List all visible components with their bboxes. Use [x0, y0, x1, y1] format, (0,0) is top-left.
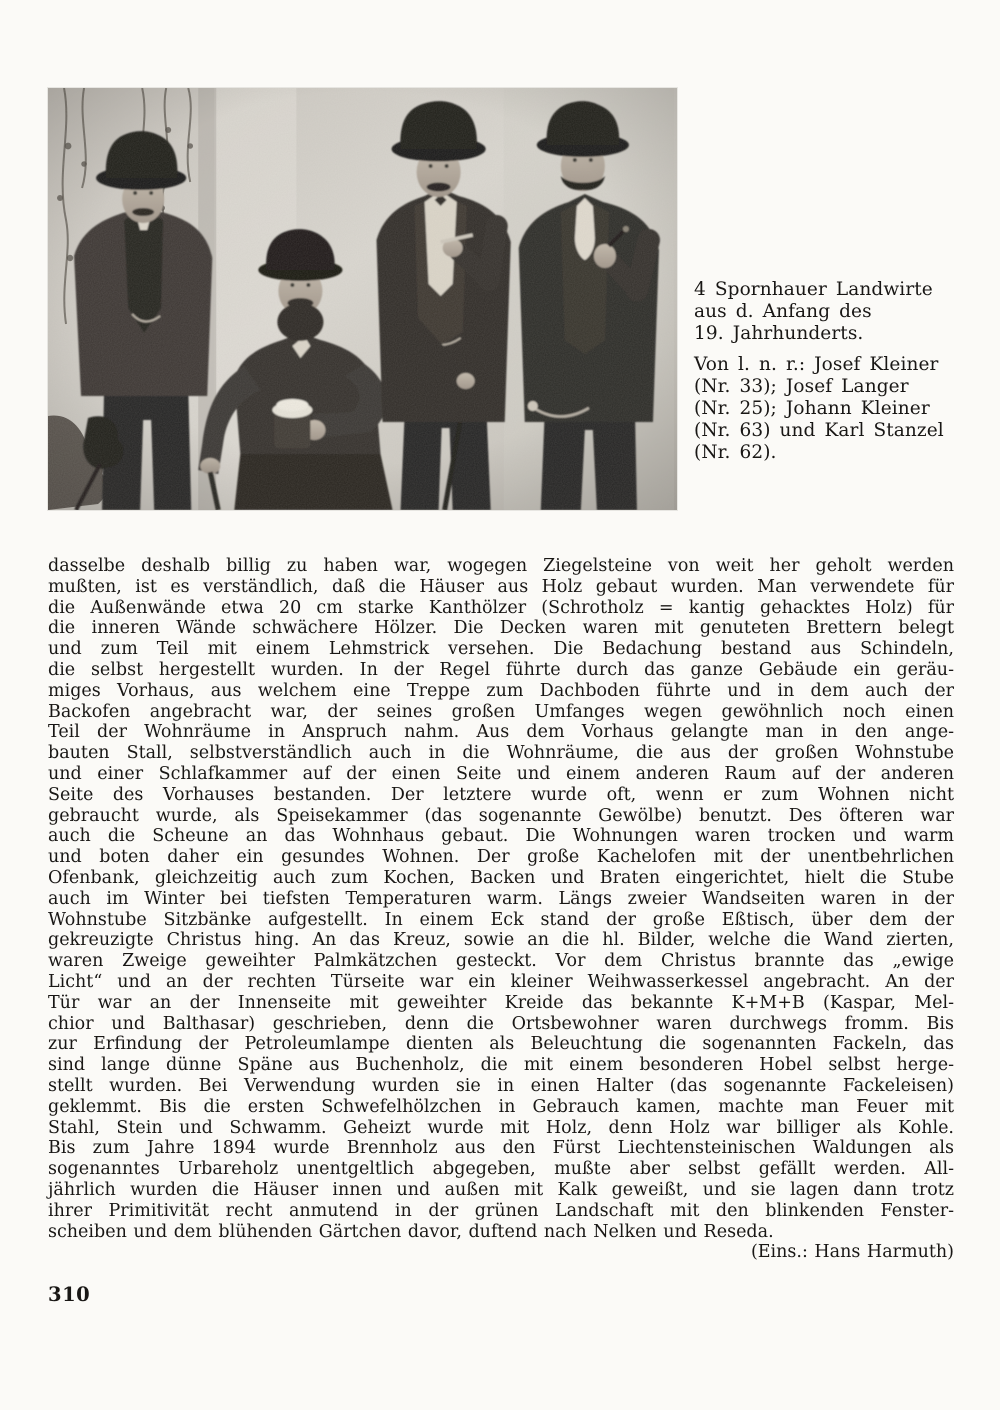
text-line: zur Erfindung der Petroleumlampe dienten als Beleuchtung die sogenannten Fackeln, das [48, 1034, 954, 1055]
caption-title-line: 19. Jahrhunderts. [694, 323, 864, 344]
text-line: sogenanntes Urbareholz unentgeltlich abgegeben, mußte aber selbst gefällt werden. All- [48, 1159, 954, 1180]
photo-caption [694, 279, 970, 473]
text-line: Teil der Wohnräume in Anspruch nahm. Aus dem Vorhaus gelangte man in den ange- [48, 722, 954, 743]
caption-credit-line: Von l. n. r.: Josef Kleiner [694, 354, 939, 375]
caption-title-line: aus d. Anfang des [694, 301, 872, 322]
caption-credit-line: (Nr. 33); Josef Langer [694, 376, 909, 397]
caption-title [694, 279, 970, 345]
text-line: bauten Stall, selbstverständlich auch in die Wohnräume, die aus der großen Wohnstube [48, 743, 954, 764]
text-line: waren Zweige geweihter Palmkätzchen gesteckt. Vor dem Christus brannte das „ewige [48, 951, 954, 972]
text-line: Ofenbank, gleichzeitig auch zum Kochen, Backen und Braten eingerichtet, hielt die Stube [48, 867, 954, 888]
text-line: scheiben und dem blühenden Gärtchen davor, duftend nach Nelken und Reseda. [48, 1221, 774, 1242]
text-line: gebraucht wurde, als Speisekammer (das sogenannte Gewölbe) benutzt. Des öfteren war [48, 805, 954, 826]
text-line: gekreuzigte Christus hing. An das Kreuz, sowie an die hl. Bilder, welche die Wand zierten, [48, 930, 954, 951]
text-line: Licht“ und an der rechten Türseite war ein kleiner Weihwasserkessel angebracht. An der [48, 971, 954, 992]
article-paragraph [48, 556, 954, 1242]
photo-illustration [48, 88, 677, 510]
article-text [48, 556, 954, 1263]
text-line: sind lange dünne Späne aus Buchenholz, die mit einem besonderen Hobel selbst herge- [48, 1055, 954, 1076]
text-line: und boten daher ein gesundes Wohnen. Der große Kachelofen mit der unentbehrlichen [48, 847, 954, 868]
page-number: 310 [48, 1283, 91, 1306]
text-line: mußten, ist es verständlich, daß die Häuser aus Holz gebaut wurden. Man verwendete für [48, 576, 954, 597]
text-line: Wohnstube Sitzbänke aufgestellt. In einem Eck stand der große Eßtisch, über dem der [48, 909, 954, 930]
text-line: jährlich wurden die Häuser innen und außen mit Kalk geweißt, und sie lagen dann trotz [48, 1179, 954, 1200]
text-line: stellt wurden. Bei Verwendung wurden sie in einen Halter (das sogenannte Fackeleisen) [48, 1075, 954, 1096]
text-line: ihrer Primitivität recht anmutend in der grünen Landschaft mit den blinkenden Fenster- [48, 1200, 954, 1221]
caption-credit [694, 354, 970, 464]
photo-grain [48, 88, 677, 510]
group-photograph [48, 88, 677, 510]
text-line: auch im Winter bei tiefsten Temperaturen warm. Längs zweier Wandseiten waren in der [48, 888, 954, 909]
text-line: die inneren Wände schwächere Hölzer. Die Decken waren mit genuteten Brettern belegt [48, 618, 954, 639]
text-line: und zum Teil mit einem Lehmstrick versehen. Die Bedachung bestand aus Schindeln, [48, 639, 954, 660]
text-line: die selbst hergestellt wurden. In der Regel führte durch das ganze Gebäude ein geräu- [48, 659, 954, 680]
text-line: Bis zum Jahre 1894 wurde Brennholz aus den Fürst Liechtensteinischen Waldungen als [48, 1138, 954, 1159]
text-line: Backofen angebracht war, der seines großen Umfanges wegen gewöhnlich noch einen [48, 701, 954, 722]
caption-credit-line: (Nr. 62). [694, 442, 777, 463]
text-line: miges Vorhaus, aus welchem eine Treppe zum Dachboden führte und in dem auch der [48, 680, 954, 701]
text-line: und einer Schlafkammer auf der einen Seite und einem anderen Raum auf der anderen [48, 763, 954, 784]
text-line: chior und Balthasar) geschrieben, denn die Ortsbewohner waren durchwegs fromm. Bis [48, 1013, 954, 1034]
caption-credit-line: (Nr. 25); Johann Kleiner [694, 398, 930, 419]
contributor-credit: (Eins.: Hans Harmuth) [750, 1242, 954, 1263]
text-line: die Außenwände etwa 20 cm starke Kanthölzer (Schrotholz = kantig gehacktes Holz) für [48, 597, 954, 618]
text-line: Tür war an der Innenseite mit geweihter Kreide das bekannte K+M+B (Kaspar, Mel- [48, 992, 954, 1013]
text-line: dasselbe deshalb billig zu haben war, wogegen Ziegelsteine von weit her geholt werden [48, 556, 954, 576]
text-line: auch die Scheune an das Wohnhaus gebaut. Die Wohnungen waren trocken und warm [48, 826, 954, 847]
text-line: geklemmt. Bis die ersten Schwefelhölzchen in Gebrauch kamen, machte man Feuer mit [48, 1096, 954, 1117]
caption-title-line: 4 Spornhauer Landwirte [694, 279, 933, 300]
text-line: Stahl, Stein und Schwamm. Geheizt wurde mit Holz, denn Holz war billiger als Kohle. [48, 1117, 954, 1138]
text-line: Seite des Vorhauses bestanden. Der letztere wurde oft, wenn er zum Wohnen nicht [48, 784, 954, 805]
caption-credit-line: (Nr. 63) und Karl Stanzel [694, 420, 944, 441]
